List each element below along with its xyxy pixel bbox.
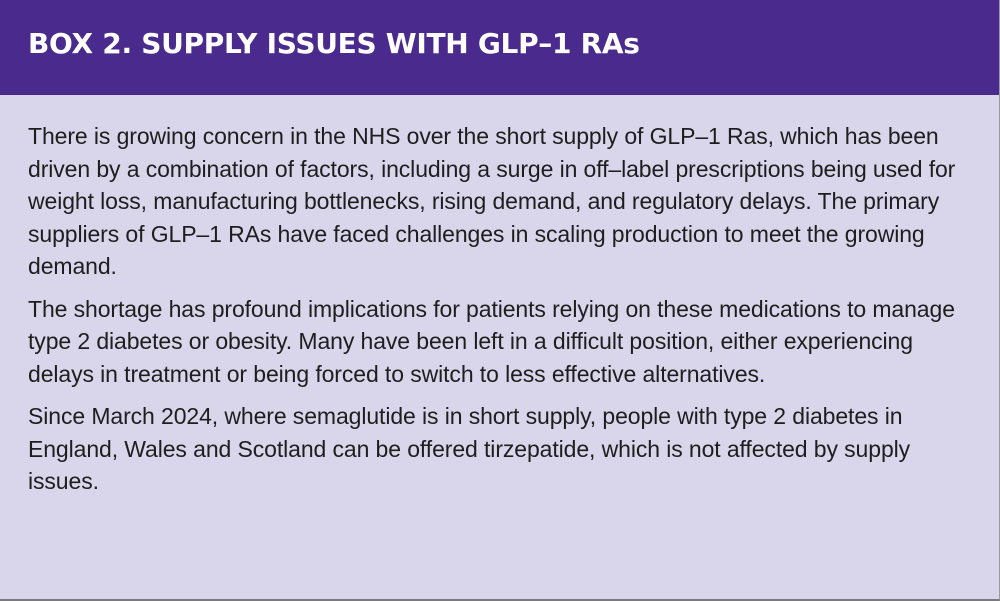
box-body — [0, 95, 999, 498]
box-title: BOX 2. SUPPLY ISSUES WITH GLP–1 RAs — [28, 27, 640, 60]
box-paragraph-3: Since March 2024, where semaglutide is in short supply, people with type 2 diabetes in England, Wales and Scotland can be offered tirzepatide, which is not affected by supply issues. — [28, 403, 911, 494]
box-header — [0, 0, 999, 95]
box-paragraph-1: There is growing concern in the NHS over the short supply of GLP–1 Ras, which has been driven by a combination of factors, including a surge in off–label prescriptions being used for weight loss, manufacturing bottlenecks, rising demand, and regulatory delays. The primary suppliers of GLP–1 RAs have faced challenges in scaling production to meet the growing demand. — [28, 123, 956, 279]
box-paragraph-2: The shortage has profound implications for patients relying on these medications to manage type 2 diabetes or obesity. Many have been left in a difficult position, either experiencing delays in treatment or being forced to switch to less effective alternatives. — [28, 295, 955, 387]
